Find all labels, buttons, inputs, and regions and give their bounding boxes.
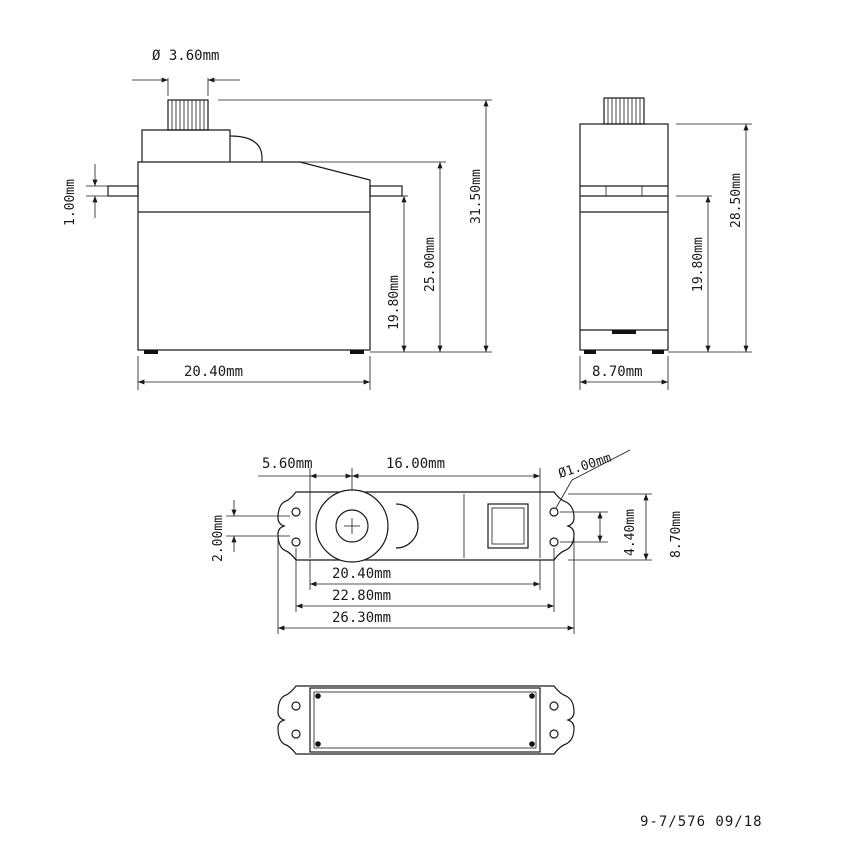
main-body (138, 162, 370, 350)
dim-slot-spacing: 4.40mm (623, 509, 638, 556)
dim-hole-spacing: 16.00mm (386, 456, 446, 472)
end-body (580, 124, 668, 350)
label-window (488, 504, 528, 548)
dim-end-total-height: 28.50mm (729, 173, 744, 228)
connector-slot (612, 330, 636, 334)
side-view (63, 48, 492, 390)
dim-shaft-offset: 5.60mm (262, 456, 313, 472)
mount-hole-br (550, 538, 558, 546)
bottom-view (278, 686, 574, 754)
mount-hole-tl (292, 508, 300, 516)
dim-flange-height: 19.80mm (387, 275, 402, 330)
dim-top-body-length: 20.40mm (332, 566, 392, 582)
dim-top-width: 8.70mm (669, 511, 684, 558)
screw-br (529, 741, 535, 747)
mounting-tab-left (108, 186, 138, 196)
dim-hole-pitch: 2.00mm (211, 515, 226, 562)
dim-total-height: 31.50mm (469, 169, 484, 224)
spline-teeth (172, 100, 204, 130)
foot-left (144, 350, 158, 354)
bottom-plate (310, 688, 540, 752)
dim-body-length: 20.40mm (184, 364, 244, 380)
dim-overall-length: 26.30mm (332, 610, 392, 626)
dim-flange-thickness: 1.00mm (63, 179, 78, 226)
dim-end-flange-height: 19.80mm (691, 237, 706, 292)
dim-body-height: 25.00mm (423, 237, 438, 292)
screw-bl (315, 741, 321, 747)
dim-hole-diameter: Ø1.00mm (556, 450, 614, 482)
dim-hole-centers: 22.80mm (332, 588, 392, 604)
dim-end-width: 8.70mm (592, 364, 643, 380)
drawing-code: 9-7/576 09/18 (640, 814, 763, 830)
top-housing (142, 130, 230, 162)
foot-right (350, 350, 364, 354)
top-view (211, 450, 684, 634)
mount-hole-tr (550, 508, 558, 516)
screw-tl (315, 693, 321, 699)
mount-hole-bl (292, 538, 300, 546)
top-housing-bump (230, 136, 262, 162)
dim-shaft-diameter: Ø 3.60mm (152, 48, 220, 64)
end-view (580, 98, 752, 390)
screw-tr (529, 693, 535, 699)
mounting-tab-right (370, 186, 402, 196)
